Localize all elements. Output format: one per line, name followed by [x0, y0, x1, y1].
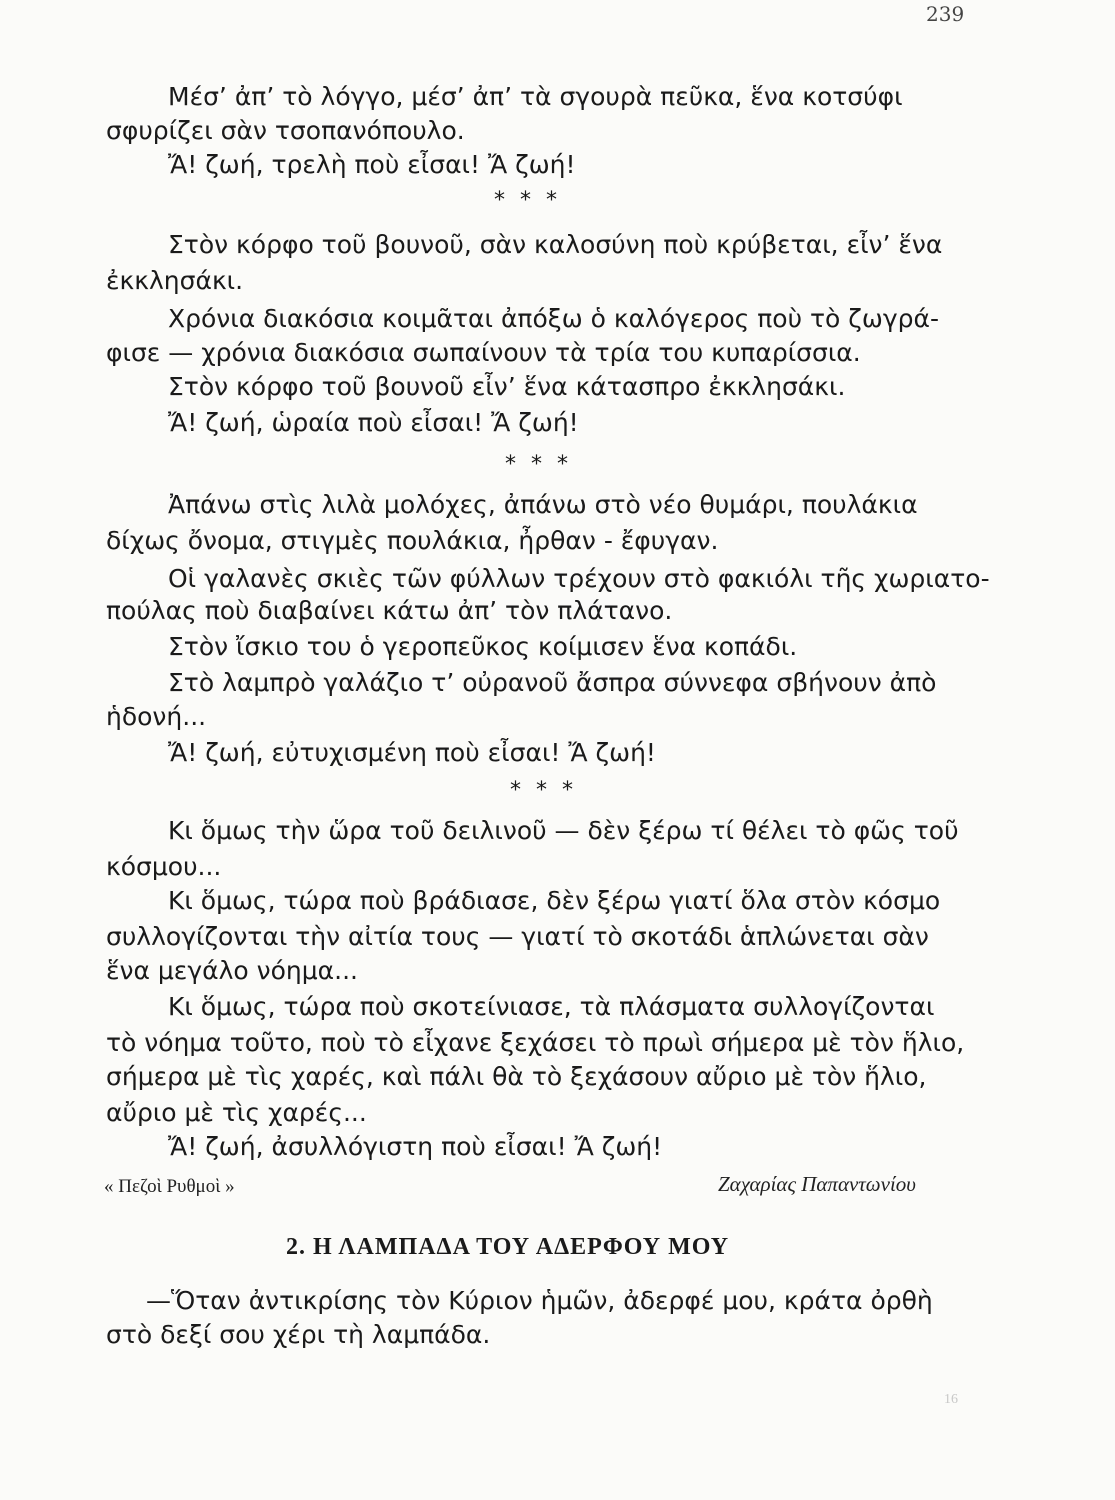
author-name: Ζαχαρίας Παπαντωνίου [718, 1172, 916, 1196]
poem-line: συλλογίζονται τὴν αἰτία τους — γιατί τὸ σκοτάδι ἁπλώνεται σὰν [106, 922, 929, 951]
poem-line: αὔριο μὲ τὶς χαρές... [106, 1098, 367, 1127]
poem-line: Ἄ! ζωή, εὐτυχισμένη ποὺ εἶσαι! Ἄ ζωή! [168, 738, 656, 767]
poem-line: Μέσ’ ἀπ’ τὸ λόγγο, μέσ’ ἀπ’ τὰ σγουρὰ πεῦκα, ἕνα κοτσύφι [168, 82, 903, 111]
stanza-separator: * * * [510, 778, 577, 803]
poem-line: δίχως ὄνομα, στιγμὲς πουλάκια, ἦρθαν - ἔφυγαν. [106, 526, 719, 555]
poem-line: ἐκκλησάκι. [106, 266, 244, 295]
section-heading: 2. Η ΛΑΜΠΑΔΑ ΤΟΥ ΑΔΕΡΦΟΥ ΜΟΥ [286, 1234, 730, 1260]
poem-line: Στὸν κόρφο τοῦ βουνοῦ, σὰν καλοσύνη ποὺ κρύβεται, εἶν’ ἕνα [168, 230, 943, 259]
poem-line: Κι ὅμως τὴν ὥρα τοῦ δειλινοῦ — δὲν ξέρω τί θέλει τὸ φῶς τοῦ [168, 816, 959, 845]
poem-line: Ἄ! ζωή, ὡραία ποὺ εἶσαι! Ἄ ζωή! [168, 408, 579, 437]
poem-line: Κι ὅμως, τώρα ποὺ βράδιασε, δὲν ξέρω γιατί ὅλα στὸν κόσμο [168, 886, 941, 915]
page-number: 239 [926, 2, 965, 26]
poem-line: Χρόνια διακόσια κοιμᾶται ἀπόξω ὁ καλόγερος ποὺ τὸ ζωγρά- [168, 304, 939, 333]
poem-line: σφυρίζει σὰν τσοπανόπουλο. [106, 116, 465, 145]
poem-line: τὸ νόημα τοῦτο, ποὺ τὸ εἶχανε ξεχάσει τὸ πρωὶ σήμερα μὲ τὸν ἥλιο, [106, 1028, 965, 1057]
poem-line: Ἀπάνω στὶς λιλὰ μολόχες, ἀπάνω στὸ νέο θυμάρι, πουλάκια [168, 490, 918, 519]
poem-line: φισε — χρόνια διακόσια σωπαίνουν τὰ τρία του κυπαρίσσια. [106, 338, 861, 367]
poem-line: Στὸν ἴσκιο του ὁ γεροπεῦκος κοίμισεν ἕνα κοπάδι. [168, 632, 798, 661]
poem-line: Κι ὅμως, τώρα ποὺ σκοτείνιασε, τὰ πλάσματα συλλογίζονται [168, 992, 935, 1021]
poem-line: Στὸν κόρφο τοῦ βουνοῦ εἶν’ ἕνα κάτασπρο ἐκκλησάκι. [168, 372, 846, 401]
poem-line: Στὸ λαμπρὸ γαλάζιο τ’ οὐρανοῦ ἄσπρα σύννεφα σβήνουν ἀπὸ [168, 668, 937, 697]
stanza-separator: * * * [505, 452, 572, 477]
source-title: « Πεζοὶ Ρυθμοὶ » [104, 1176, 235, 1197]
poem-line: σήμερα μὲ τὶς χαρές, καὶ πάλι θὰ τὸ ξεχάσουν αὔριο μὲ τὸν ἥλιο, [106, 1062, 927, 1091]
poem-line: Ἄ! ζωή, τρελὴ ποὺ εἶσαι! Ἄ ζωή! [168, 150, 576, 179]
section-line: στὸ δεξί σου χέρι τὴ λαμπάδα. [106, 1320, 491, 1349]
poem-line: Ἄ! ζωή, ἀσυλλόγιστη ποὺ εἶσαι! Ἄ ζωή! [168, 1132, 663, 1161]
poem-line: Οἱ γαλανὲς σκιὲς τῶν φύλλων τρέχουν στὸ φακιόλι τῆς χωριατο- [168, 564, 990, 593]
poem-line: πούλας ποὺ διαβαίνει κάτω ἀπ’ τὸν πλάτανο. [106, 596, 673, 625]
section-line: —Ὅταν ἀντικρίσης τὸν Κύριον ἡμῶν, ἀδερφέ μου, κράτα ὀρθὴ [146, 1286, 933, 1315]
poem-line: κόσμου... [106, 852, 222, 881]
stanza-separator: * * * [494, 188, 561, 213]
poem-line: ἕνα μεγάλο νόημα... [106, 956, 358, 985]
poem-line: ἡδονή... [106, 702, 207, 731]
footer-mark: 16 [944, 1392, 958, 1407]
